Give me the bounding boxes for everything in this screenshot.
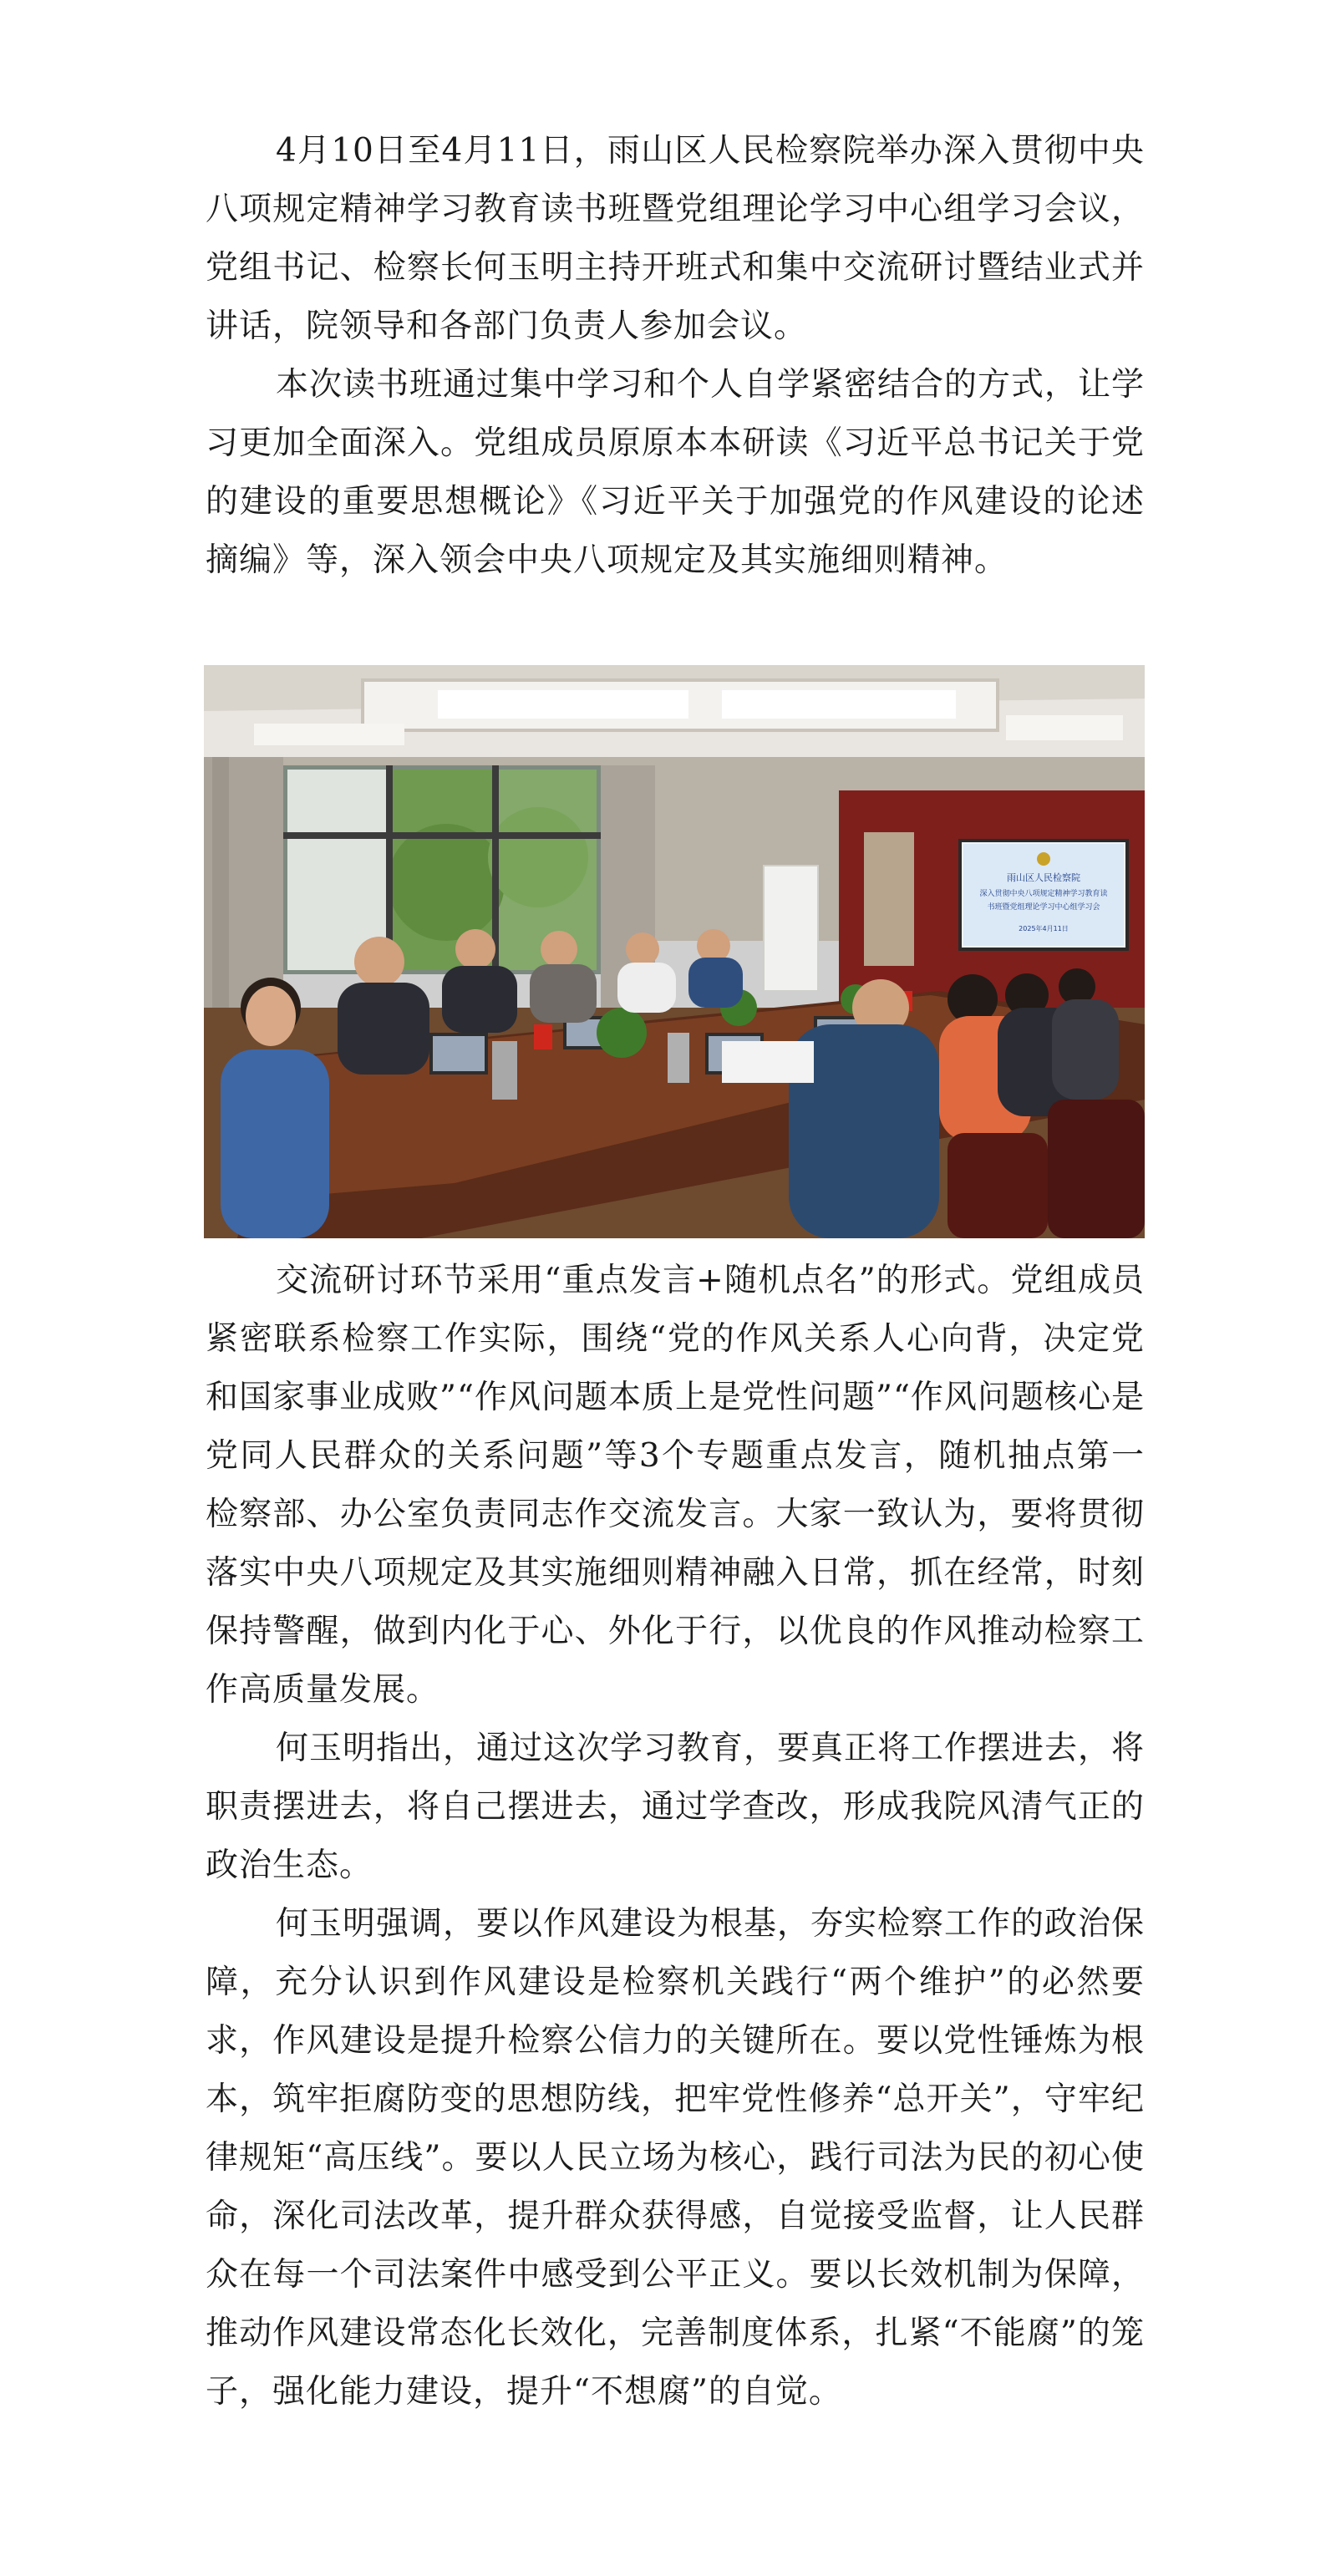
screen-line-2: 深入贯彻中央八项规定精神学习教育读 xyxy=(979,890,1108,898)
paragraph-3: 交流研讨环节采用“重点发言+随机点名”的形式。党组成员紧密联系检察工作实际，围绕“党的作风关系人心向背，决定党和国家事业成败”“作风问题本质上是党性问题”“作风问题核心是党同人民群众的关系问题”等3个专题重点发言，随机抽点第一检察部、办公室负责同志作交流发言。大家一致认为，要将贯彻落实中央八项规定及其实施细则精神融入日常，抓在经常，时刻保持警醒，做到内化于心、外化于行，以优良的作风推动检察工作高质量发展。 xyxy=(206,1262,1145,1709)
screen-line-4: 2025年4月11日 xyxy=(1019,925,1069,932)
paragraph-5: 何玉明强调，要以作风建设为根基，夯实检察工作的政治保障，充分认识到作风建设是检察机关践行“两个维护”的必然要求，作风建设是提升检察公信力的关键所在。要以党性锤炼为根本，筑牢拒腐防变的思想防线，把牢党性修养“总开关”，守牢纪律规矩“高压线”。要以人民立场为核心，践行司法为民的初心使命，深化司法改革，提升群众获得感，自觉接受监督，让人民群众在每一个司法案件中感受到公平正义。要以长效机制为保障，推动作风建设常态化长效化，完善制度体系，扎紧“不能腐”的笼子，强化能力建设，提升“不想腐”的自觉。 xyxy=(206,1905,1146,2411)
paragraph-1: 4月10日至4月11日，雨山区人民检察院举办深入贯彻中央八项规定精神学习教育读书班暨党组理论学习中心组学习会议，党组书记、检察长何玉明主持开班式和集中交流研讨暨结业式并讲话，院领导和各部门负责人参加会议。 xyxy=(206,132,1145,345)
article-intro xyxy=(206,122,1145,590)
screen-line-1: 雨山区人民检察院 xyxy=(1007,872,1080,883)
screen-line-3: 书班暨党组理论学习中心组学习会 xyxy=(987,903,1100,912)
meeting-photo xyxy=(204,665,1145,1238)
paragraph-4: 何玉明指出，通过这次学习教育，要真正将工作摆进去，将职责摆进去，将自己摆进去，通过学查改，形成我院风清气正的政治生态。 xyxy=(206,1730,1146,1884)
paragraph-2: 本次读书班通过集中学习和个人自学紧密结合的方式，让学习更加全面深入。党组成员原原本本研读《习近平总书记关于党的建设的重要思想概论》《习近平关于加强党的作风建设的论述摘编》等，深入领会中央八项规定及其实施细则精神。 xyxy=(206,366,1146,579)
article-body xyxy=(206,1252,1145,2421)
